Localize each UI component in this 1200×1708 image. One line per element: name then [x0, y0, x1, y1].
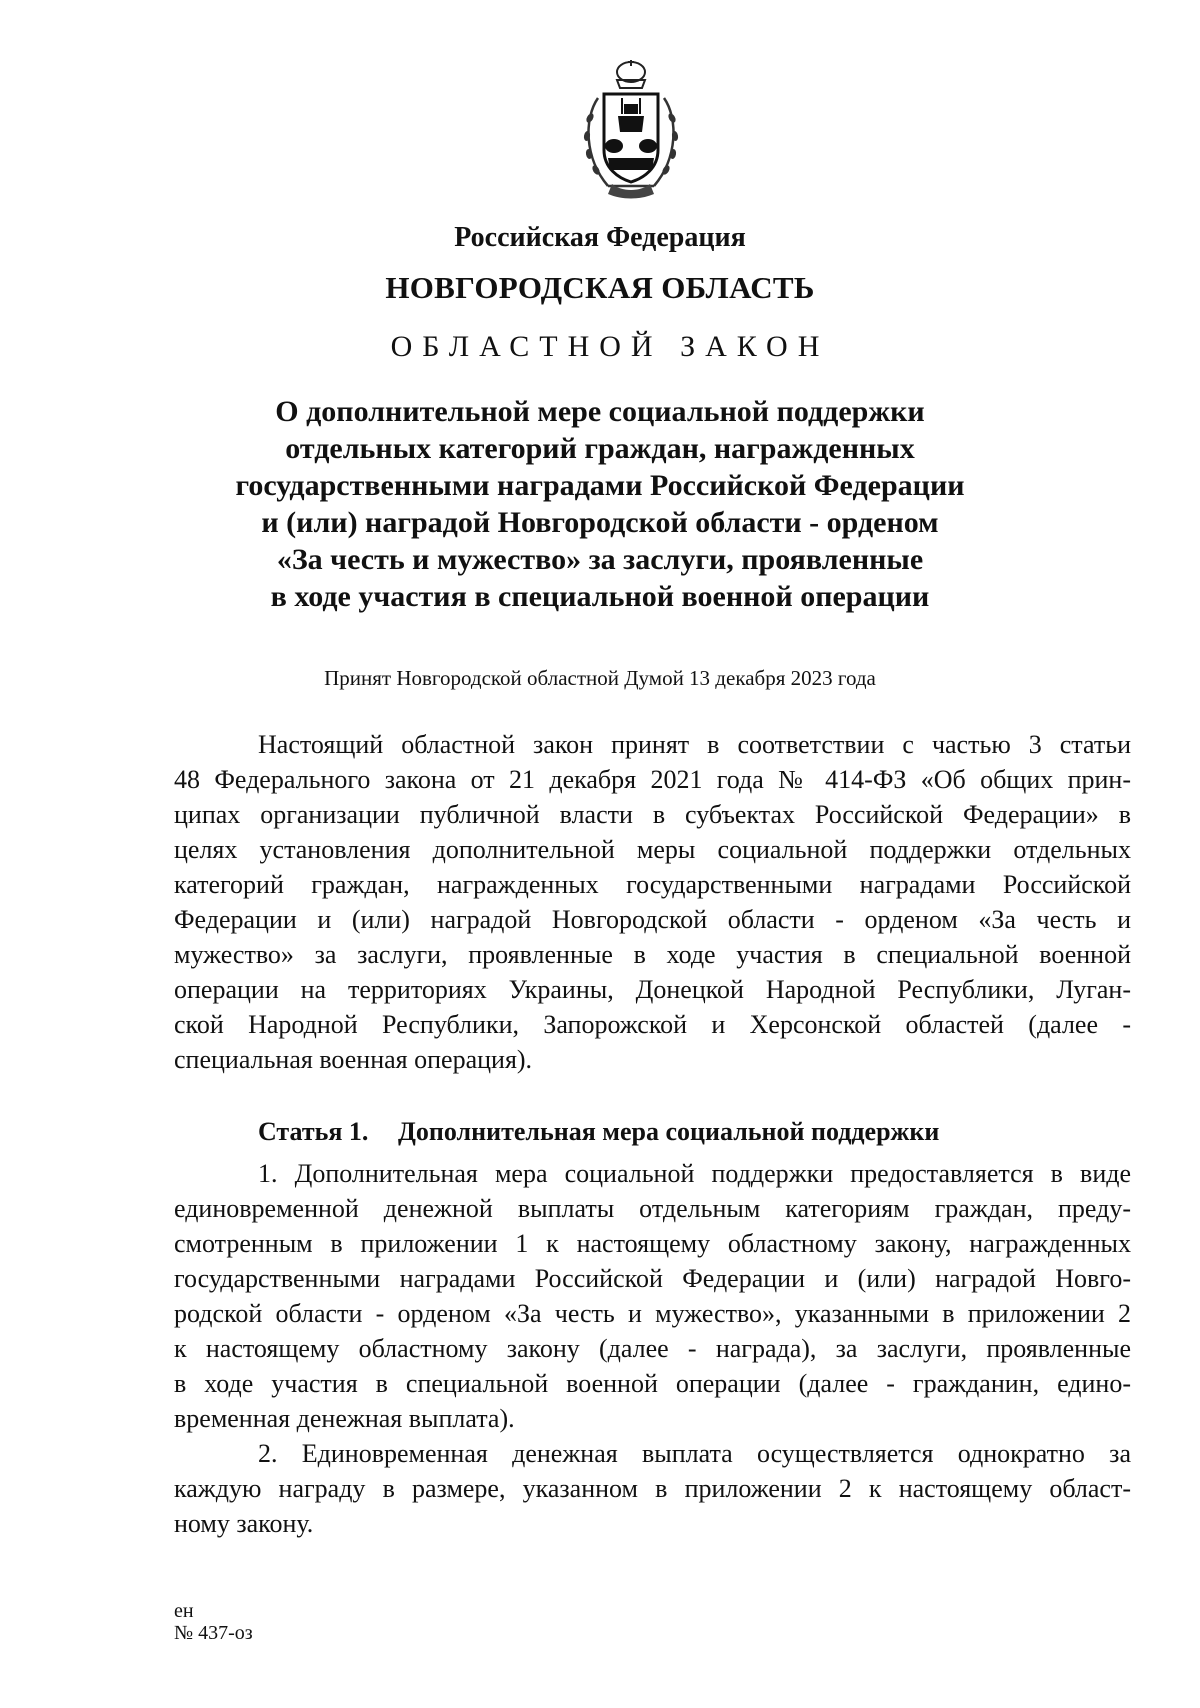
- text-line: родской области - орденом «За честь и мужество», указанными в приложении 2: [174, 1299, 1131, 1328]
- preamble-paragraph: [174, 727, 1131, 1077]
- article-1-heading: [258, 1117, 939, 1147]
- text-line: временная денежная выплата).: [174, 1404, 515, 1433]
- text-line: Федерации и (или) наградой Новгородской области - орденом «За честь и: [174, 905, 1131, 934]
- text-line: государственными наградами Российской Федерации и (или) наградой Новго-: [174, 1264, 1131, 1293]
- law-title: [200, 393, 1000, 615]
- text-line: специальная военная операция).: [174, 1045, 533, 1074]
- text-line: ципах организации публичной власти в субъектах Российской Федерации» в: [174, 800, 1131, 829]
- text-line: в ходе участия в специальной военной операции (далее - гражданин, едино-: [174, 1369, 1131, 1398]
- article-title: Дополнительная мера социальной поддержки: [398, 1117, 940, 1146]
- document-footer: [174, 1600, 253, 1644]
- text-line: целях установления дополнительной меры социальной поддержки отдельных: [174, 835, 1131, 864]
- text-line: смотренным в приложении 1 к настоящему областному закону, награжденных: [174, 1229, 1131, 1258]
- law-title-line: государственными наградами Российской Федерации: [235, 469, 965, 502]
- country-name: Российская Федерация: [454, 222, 746, 253]
- article-number: Статья 1.: [258, 1117, 369, 1146]
- executor-initials: ен: [174, 1600, 194, 1622]
- region-name: НОВГОРОДСКАЯ ОБЛАСТЬ: [385, 270, 815, 305]
- law-title-line: в ходе участия в специальной военной операции: [270, 580, 930, 613]
- text-line: 48 Федерального закона от 21 декабря 2021 года № 414-ФЗ «Об общих прин-: [174, 765, 1131, 794]
- law-title-line: О дополнительной мере социальной поддержки: [275, 395, 925, 428]
- text-line: ному закону.: [174, 1509, 314, 1538]
- text-line: каждую награду в размере, указанном в приложении 2 к настоящему област-: [174, 1474, 1131, 1503]
- law-title-line: «За честь и мужество» за заслуги, проявленные: [276, 543, 924, 576]
- text-line: 2. Единовременная денежная выплата осуществляется однократно за: [258, 1439, 1131, 1468]
- text-line: к настоящему областному закону (далее - награда), за заслуги, проявленные: [174, 1334, 1131, 1363]
- text-line: категорий граждан, награжденных государственными наградами Российской: [174, 870, 1131, 899]
- text-line: единовременной денежной выплаты отдельным категориям граждан, преду-: [174, 1194, 1131, 1223]
- law-title-line: отдельных категорий граждан, награжденных: [285, 432, 915, 465]
- document-type: ОБЛАСТНОЙ ЗАКОН: [390, 330, 830, 363]
- text-line: Настоящий областной закон принят в соответствии с частью 3 статьи: [258, 730, 1131, 759]
- text-line: операции на территориях Украины, Донецкой Народной Республики, Луган-: [174, 975, 1131, 1004]
- text-line: 1. Дополнительная мера социальной поддержки предоставляется в виде: [258, 1159, 1131, 1188]
- article-1-body: [174, 1156, 1131, 1541]
- law-number: № 437-оз: [174, 1622, 253, 1644]
- law-title-line: и (или) наградой Новгородской области - орденом: [261, 506, 939, 539]
- coat-of-arms-emblem: [578, 58, 684, 200]
- text-line: ской Народной Республики, Запорожской и Херсонской областей (далее -: [174, 1010, 1131, 1039]
- adoption-note: Принят Новгородской областной Думой 13 декабря 2023 года: [324, 666, 876, 690]
- text-line: мужество» за заслуги, проявленные в ходе участия в специальной военной: [174, 940, 1131, 969]
